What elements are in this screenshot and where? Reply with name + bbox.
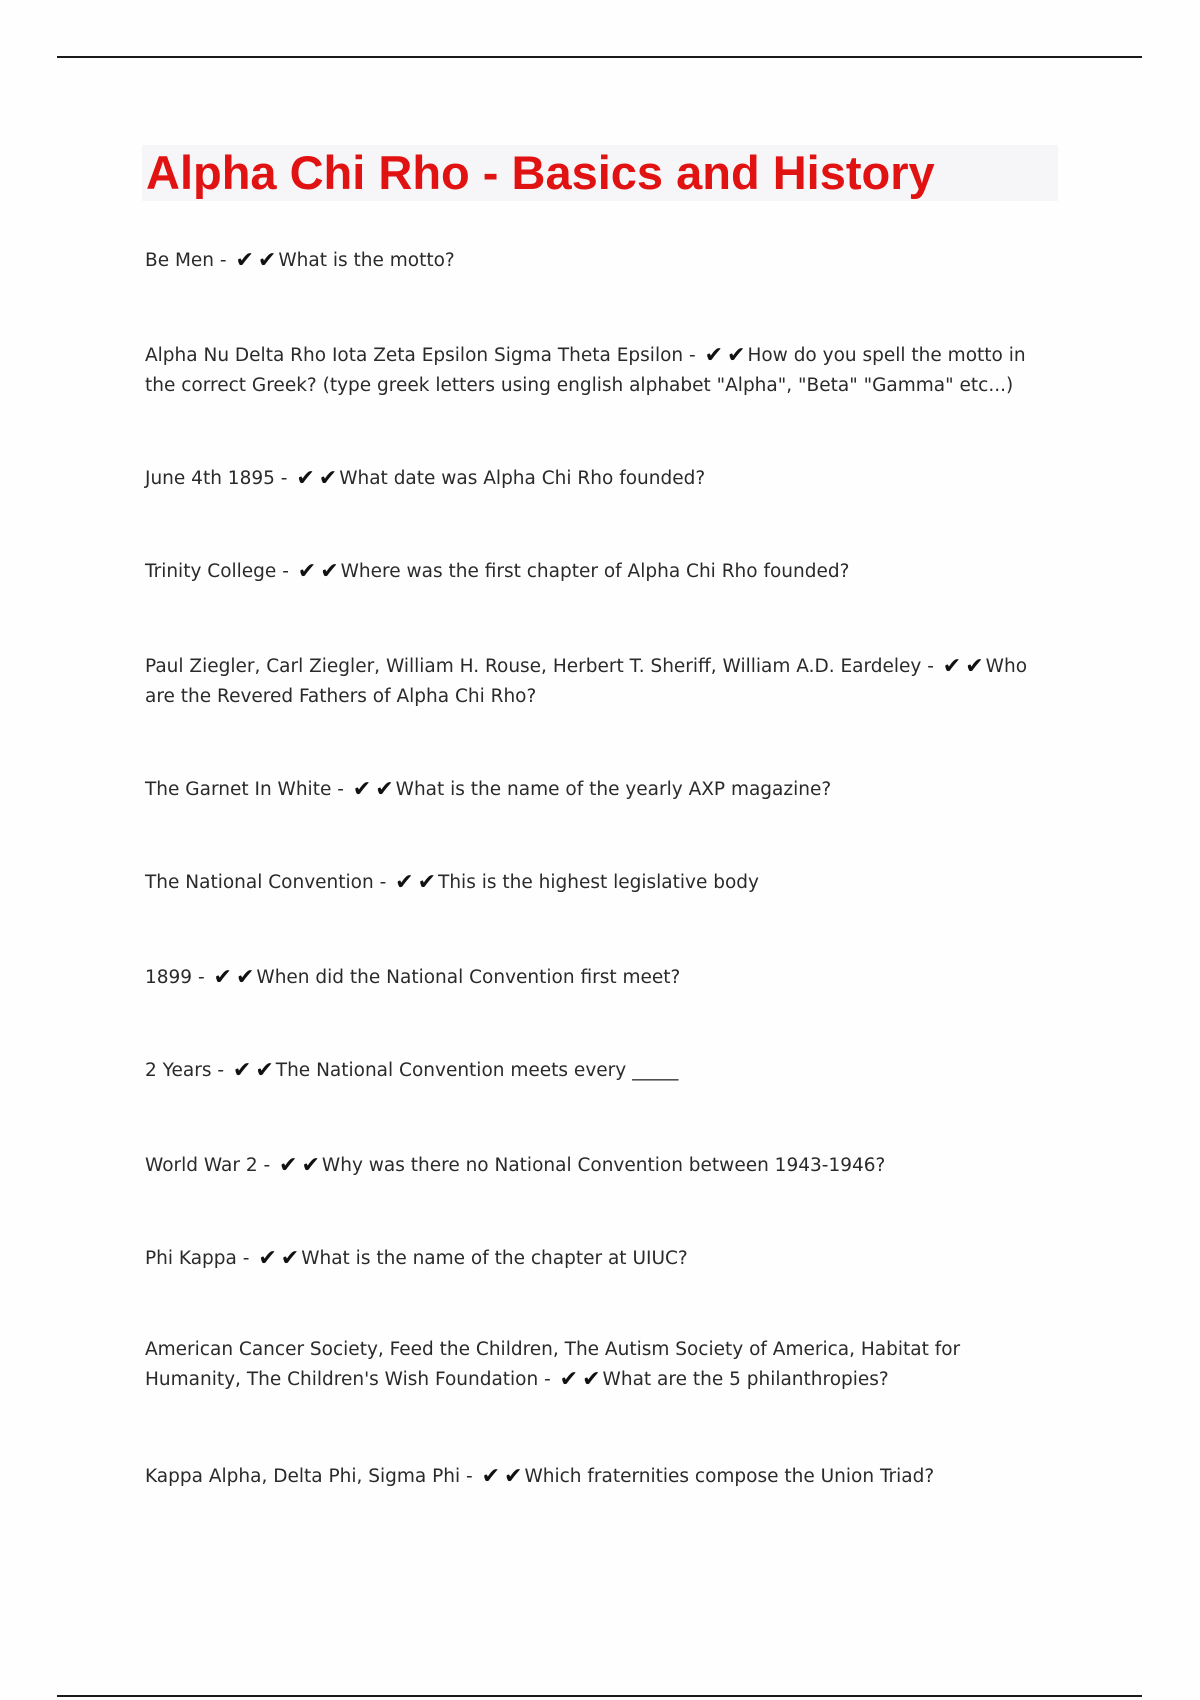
question: Who are the Revered Fathers of Alpha Chi Rho? — [145, 656, 1028, 707]
answer: Phi Kappa — [145, 1248, 237, 1269]
check-icon: ✔ — [296, 466, 315, 491]
question: Which fraternities compose the Union Triad? — [524, 1466, 935, 1487]
answer: Be Men — [145, 250, 215, 271]
answer: Trinity College — [145, 561, 277, 582]
answer: 2 Years — [145, 1060, 212, 1081]
answer: June 4th 1895 — [145, 468, 275, 489]
separator: - — [460, 1466, 479, 1487]
question: How do you spell the motto in the correct Greek? (type greek letters using english alphabet "Alpha", "Beta" "Gamma" etc...) — [145, 345, 1026, 396]
check-icon: ✔ — [375, 777, 394, 802]
answer: World War 2 — [145, 1155, 258, 1176]
bottom-rule — [57, 1695, 1142, 1697]
question: Where was the first chapter of Alpha Chi Rho founded? — [340, 561, 850, 582]
check-icon: ✔ — [213, 965, 232, 990]
qa-item-8 — [145, 963, 1060, 993]
check-icon: ✔ — [235, 248, 254, 273]
separator: - — [538, 1369, 557, 1390]
check-icon: ✔ — [942, 654, 962, 679]
separator: - — [331, 779, 350, 800]
separator: - — [373, 872, 393, 893]
qa-item-6 — [145, 775, 1060, 805]
answer: Paul Ziegler, Carl Ziegler, William H. Rouse, Herbert T. Sheriff, William A.D. Eardeley — [145, 656, 922, 677]
separator: - — [257, 1155, 277, 1176]
check-icon: ✔ — [280, 1246, 300, 1271]
question: This is the highest legislative body — [438, 872, 759, 893]
separator: - — [683, 345, 702, 366]
separator: - — [192, 967, 211, 988]
check-icon: ✔ — [582, 1367, 601, 1392]
question: What is the name of the chapter at UIUC? — [301, 1248, 688, 1269]
top-rule — [57, 56, 1142, 58]
check-icon: ✔ — [301, 1153, 320, 1178]
answer: 1899 — [145, 967, 193, 988]
answer: Alpha Nu Delta Rho Iota Zeta Epsilon Sigma Theta Epsilon — [145, 345, 684, 366]
qa-item-1 — [145, 246, 1060, 276]
qa-item-7 — [145, 868, 1060, 898]
page-title: Alpha Chi Rho - Basics and History — [146, 146, 935, 199]
question: What are the 5 philanthropies? — [602, 1369, 889, 1390]
check-icon: ✔ — [279, 1153, 298, 1178]
separator: - — [211, 1060, 230, 1081]
answer: Kappa Alpha, Delta Phi, Sigma Phi — [145, 1466, 461, 1487]
qa-item-9 — [145, 1056, 1060, 1086]
qa-item-5 — [145, 652, 1060, 712]
check-icon: ✔ — [297, 559, 317, 584]
question: What is the motto? — [278, 250, 455, 271]
check-icon: ✔ — [559, 1367, 579, 1392]
check-icon: ✔ — [504, 1464, 523, 1489]
answer: American Cancer Society, Feed the Children, The Autism Society of America, Habitat for Humanity, The Children's Wish Foundation — [145, 1339, 961, 1390]
check-icon: ✔ — [417, 870, 437, 895]
check-icon: ✔ — [258, 1246, 277, 1271]
check-icon: ✔ — [965, 654, 984, 679]
check-icon: ✔ — [395, 870, 414, 895]
check-icon: ✔ — [257, 248, 277, 273]
qa-item-2 — [145, 341, 1060, 401]
question: What is the name of the yearly AXP magazine? — [395, 779, 832, 800]
check-icon: ✔ — [320, 559, 339, 584]
separator: - — [236, 1248, 256, 1269]
question: When did the National Convention first meet? — [256, 967, 681, 988]
check-icon: ✔ — [235, 965, 255, 990]
check-icon: ✔ — [727, 343, 746, 368]
check-icon: ✔ — [232, 1058, 252, 1083]
question: Why was there no National Convention between 1943-1946? — [321, 1155, 886, 1176]
question: The National Convention meets every _____ — [275, 1060, 679, 1081]
separator: - — [214, 250, 233, 271]
answer: The National Convention — [145, 872, 374, 893]
question: What date was Alpha Chi Rho founded? — [339, 468, 706, 489]
qa-item-3 — [145, 464, 1060, 494]
separator: - — [921, 656, 940, 677]
answer: The Garnet In White — [145, 779, 332, 800]
check-icon: ✔ — [352, 777, 372, 802]
qa-item-4 — [145, 557, 1060, 587]
separator: - — [274, 468, 294, 489]
check-icon: ✔ — [318, 466, 338, 491]
separator: - — [276, 561, 295, 582]
qa-item-13 — [145, 1462, 1060, 1492]
qa-item-11 — [145, 1244, 1060, 1274]
check-icon: ✔ — [255, 1058, 274, 1083]
check-icon: ✔ — [481, 1464, 500, 1489]
qa-item-10 — [145, 1151, 1060, 1181]
qa-item-12 — [145, 1335, 1060, 1395]
check-icon: ✔ — [704, 343, 724, 368]
